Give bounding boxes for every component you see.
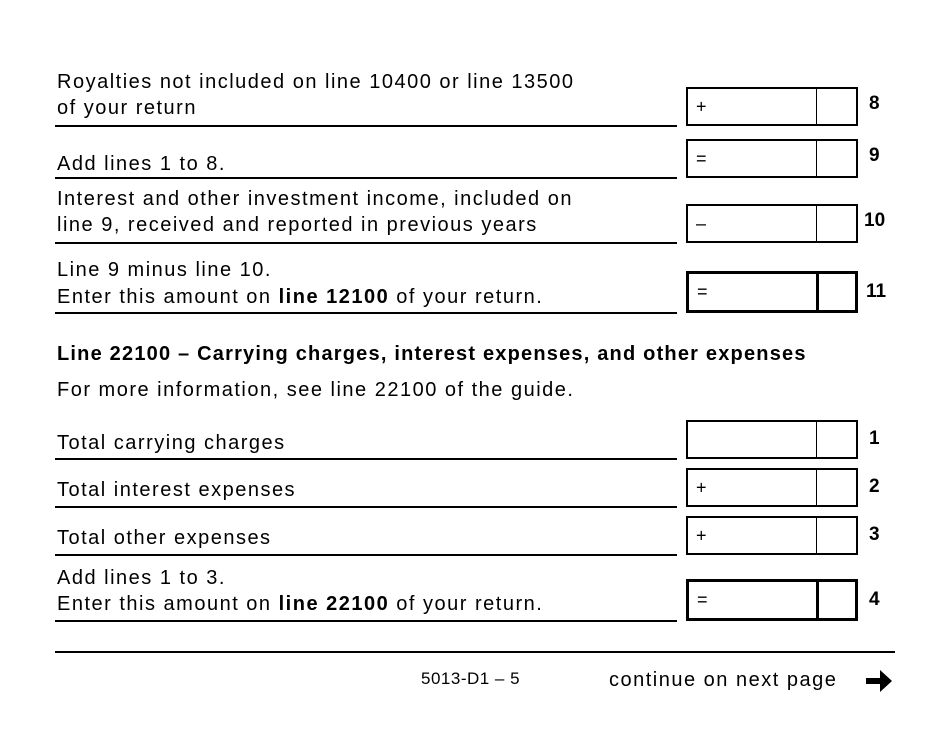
line-11-label-2: Enter this amount on line 12100 of your return. [57, 286, 544, 308]
line-8-label-1: Royalties not included on line 10400 or line 13500 [57, 71, 575, 93]
cents-divider [816, 141, 817, 176]
line-11-sign: = [697, 281, 708, 302]
line-4-number: 4 [869, 589, 880, 610]
line-2-number: 2 [869, 476, 880, 497]
line-10-rule [55, 242, 677, 244]
line-10-label-1: Interest and other investment income, included on [57, 188, 573, 210]
line-11-rule [55, 312, 677, 314]
line-8-label-2: of your return [57, 97, 197, 119]
line-9-number: 9 [869, 145, 880, 166]
line-3-amount-field[interactable] [686, 516, 858, 555]
line-3-label: Total other expenses [57, 527, 272, 549]
line-1-label: Total carrying charges [57, 432, 286, 454]
line-11-amount-field[interactable] [686, 271, 858, 313]
line-11-label-1: Line 9 minus line 10. [57, 259, 272, 281]
cents-divider [816, 206, 817, 241]
cents-divider [816, 89, 817, 124]
line-8-rule [55, 125, 677, 127]
line-2-sign: + [696, 477, 707, 497]
line-4-rule [55, 620, 677, 622]
line-10-amount-field[interactable] [686, 204, 858, 243]
line-2-amount-field[interactable] [686, 468, 858, 507]
cents-divider [816, 582, 819, 618]
line-2-rule [55, 506, 677, 508]
continue-text: continue on next page [609, 669, 838, 691]
cents-divider [816, 274, 819, 310]
line-8-number: 8 [869, 93, 880, 114]
page-number: 5013-D1 – 5 [421, 669, 521, 688]
line-2-label: Total interest expenses [57, 479, 297, 501]
line-9-sign: = [696, 148, 707, 168]
line-3-sign: + [696, 525, 707, 545]
section-heading: Line 22100 – Carrying charges, interest expenses, and other expenses [57, 343, 807, 365]
line-9-rule [55, 177, 677, 179]
arrow-right-icon [864, 667, 894, 695]
line-3-number: 3 [869, 524, 880, 545]
line-4-sign: = [697, 589, 708, 610]
line-1-rule [55, 458, 677, 460]
line-8-amount-field[interactable] [686, 87, 858, 126]
line-10-label-2: line 9, received and reported in previous years [57, 214, 538, 236]
line-4-label-2: Enter this amount on line 22100 of your return. [57, 593, 544, 615]
section-info: For more information, see line 22100 of the guide. [57, 379, 575, 401]
cents-divider [816, 422, 817, 457]
line-1-number: 1 [869, 428, 880, 449]
line-10-number: 10 [864, 210, 886, 231]
cents-divider [816, 518, 817, 553]
line-11-number: 11 [866, 281, 887, 302]
line-4-amount-field[interactable] [686, 579, 858, 621]
line-8-sign: + [696, 96, 707, 116]
line-9-amount-field[interactable] [686, 139, 858, 178]
line-3-rule [55, 554, 677, 556]
line-1-amount-field[interactable] [686, 420, 858, 459]
cents-divider [816, 470, 817, 505]
line-9-label: Add lines 1 to 8. [57, 153, 226, 175]
line-10-sign: – [696, 213, 707, 233]
footer-rule [55, 651, 895, 653]
line-4-label-1: Add lines 1 to 3. [57, 567, 226, 589]
